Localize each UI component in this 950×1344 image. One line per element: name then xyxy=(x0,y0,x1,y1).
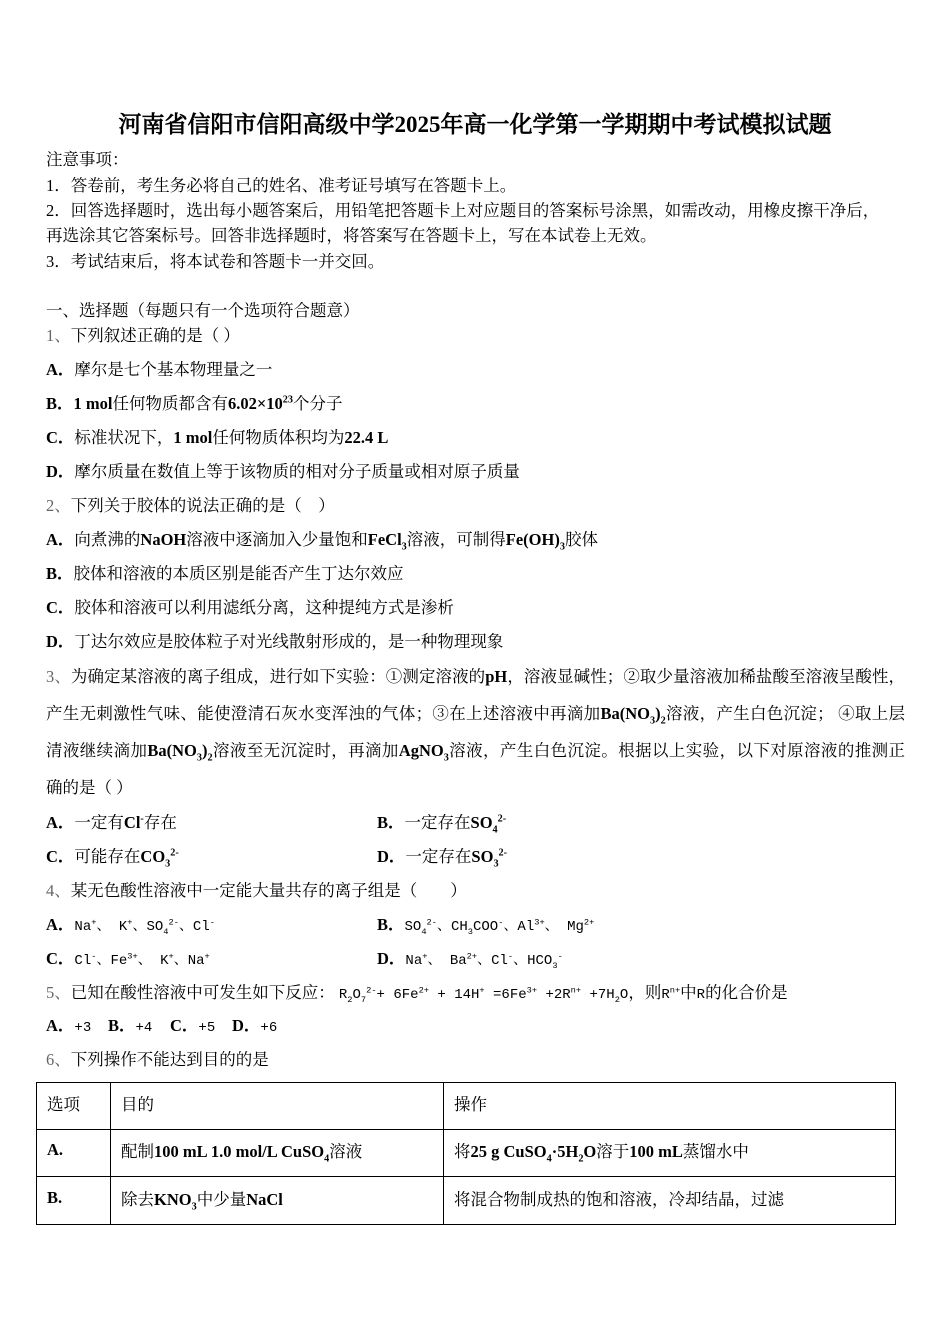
subscript: 2 xyxy=(578,1153,584,1165)
subscript: 3 xyxy=(191,1200,197,1212)
subscript: 3 xyxy=(401,541,407,553)
subscript: 3 xyxy=(196,752,202,764)
bold-text: B． xyxy=(377,813,405,832)
bold-text: A． xyxy=(46,530,75,549)
bold-text: $CO_3^{2-}$ xyxy=(140,847,179,870)
question-2-stem: 2、下列关于胶体的说法正确的是（ ） xyxy=(46,496,335,515)
superscript: - xyxy=(557,951,563,962)
subscript: 4 xyxy=(421,926,427,937)
subscript: 3 xyxy=(559,541,565,553)
question-5-stem: 5、已知在酸性溶液中可发生如下反应： $R_2O_7^{2-}+ 6Fe^{2+} + 14H^+ =6Fe^{3+} +2R^{n+} +7H_2O$，则$R^{n+}$中R的化合价是 xyxy=(46,983,788,1005)
question-number: 2、 xyxy=(46,496,71,515)
question-1-option-b: B．1 mol任何物质都含有$6.02\times 10^{23}$个分子 xyxy=(46,394,343,413)
subscript: 3 xyxy=(443,752,449,764)
table-header-operation: 操作 xyxy=(444,1083,896,1130)
question-5-option-row xyxy=(46,1014,905,1038)
superscript: 2+ xyxy=(466,951,478,962)
bold-text: FeCl$_3$ xyxy=(367,530,407,553)
superscript: n+ xyxy=(669,985,681,996)
notice-heading: 注意事项： xyxy=(46,150,129,169)
formula-text: $R^{n+}$ xyxy=(661,985,681,1003)
superscript: + xyxy=(422,951,428,962)
subscript: 2 xyxy=(660,715,666,727)
formula-text: Na+、 $Ba^{2+}$、Cl-、$HCO_3^-$ xyxy=(405,951,563,971)
formula-text: R xyxy=(696,987,706,1003)
bold-text: NaCl xyxy=(246,1189,283,1209)
superscript: + xyxy=(127,917,133,928)
bold-text: $KNO_3$ xyxy=(154,1189,197,1212)
bold-text: $Ba(NO_3)_2$ xyxy=(147,741,213,764)
question-5-option-d xyxy=(232,1014,294,1040)
question-5-option-a xyxy=(46,1014,108,1040)
question-3-option-a: A．一定有Cl-存在 xyxy=(46,813,177,832)
bold-text: pH xyxy=(485,667,508,686)
subscript: 4 xyxy=(546,1153,552,1165)
formula-text: +5 xyxy=(198,1020,216,1036)
superscript: 2- xyxy=(497,813,507,825)
formula-text: $SO_4^{2-}$、$CH_3COO^-$、$Al^{3+}$、 $Mg^{2+}$ xyxy=(404,917,595,937)
question-4-option-row-1 xyxy=(46,913,905,937)
bold-text: AgNO$_3$ xyxy=(398,741,449,764)
subscript: 4 xyxy=(163,926,169,937)
superscript: + xyxy=(91,917,97,928)
bold-text: D． xyxy=(377,949,406,968)
subscript: 2 xyxy=(614,994,620,1005)
bold-text: D． xyxy=(46,462,75,481)
bold-text: C． xyxy=(46,949,75,968)
subscript: 3 xyxy=(552,960,558,971)
question-4-option-c xyxy=(46,947,377,973)
notice-line-1: 1．答卷前，考生务必将自己的姓名、准考证号填写在答题卡上。 xyxy=(46,176,517,195)
subscript: 7 xyxy=(360,994,367,1005)
table-header-option: 选项 xyxy=(37,1083,111,1130)
bold-text: $SO_3^{2-}$ xyxy=(471,847,508,870)
superscript: 2- xyxy=(498,847,508,859)
superscript: 2- xyxy=(170,847,179,859)
question-3-stem-line-4: 确的是（ ） xyxy=(46,778,133,797)
bold-text: C． xyxy=(46,598,75,617)
table-cell-purpose: 除去$KNO_3$中少量NaCl xyxy=(111,1177,444,1225)
exam-title: 河南省信阳市信阳高级中学2025年高一化学第一学期期中考试模拟试题 xyxy=(118,112,832,137)
table-header-row xyxy=(37,1083,896,1130)
question-3-stem-line-2: 产生无刺激性气味、能使澄清石灰水变浑浊的气体；③在上述溶液中再滴加$Ba(NO_3)_2$溶液，产生白色沉淀； ④取上层 xyxy=(46,704,906,727)
question-4-stem: 4、某无色酸性溶液中一定能大量共存的离子组是（ ） xyxy=(46,881,467,900)
superscript: 3+ xyxy=(534,917,545,928)
superscript: + xyxy=(168,951,174,962)
question-4-option-d xyxy=(377,949,563,971)
question-number: 3、 xyxy=(46,667,71,686)
bold-text: 1 mol xyxy=(173,428,213,447)
table-header-purpose: 目的 xyxy=(111,1083,444,1130)
table-row xyxy=(37,1177,896,1225)
bold-text: C． xyxy=(170,1016,199,1035)
bold-text: $Fe(OH)_3$ xyxy=(505,530,565,553)
superscript: 2- xyxy=(366,985,377,996)
bold-text: $Ba(NO_3)_2$ xyxy=(600,704,666,727)
question-2-option-d: D．丁达尔效应是胶体粒子对光线散射形成的，是一种物理现象 xyxy=(46,632,504,651)
question-4-option-b xyxy=(377,915,595,937)
table-cell-option xyxy=(37,1177,111,1225)
question-number: 6、 xyxy=(46,1050,71,1069)
formula-text: +4 xyxy=(135,1020,153,1036)
question-number: 1、 xyxy=(46,326,71,345)
question-number: 5、 xyxy=(46,983,71,1002)
subscript: 3 xyxy=(649,715,656,727)
bold-text: D． xyxy=(377,847,406,866)
superscript: - xyxy=(209,917,215,928)
bold-text: 1 mol xyxy=(73,394,113,413)
subscript: 3 xyxy=(165,858,171,870)
table-cell-operation: 将混合物制成热的饱和溶液，冷却结晶，过滤 xyxy=(444,1177,896,1225)
bold-text: 100 mL 1.0 mol/L CuSO$_4$ xyxy=(154,1142,330,1165)
question-4-option-a xyxy=(46,913,377,939)
formula-text: +6 xyxy=(260,1020,278,1036)
formula-text: Na+、 K+、$SO_4^{2-}$、Cl- xyxy=(74,917,215,937)
bold-text: 22.4 L xyxy=(344,428,389,447)
question-3-option-row-2 xyxy=(46,845,905,869)
subscript: 3 xyxy=(467,926,473,937)
superscript: + xyxy=(479,985,485,996)
table-cell-operation: 将25 g $CuSO_4\cdot 5H_2O$溶于100 mL蒸馏水中 xyxy=(444,1130,896,1177)
question-3-stem-line-1: 3、为确定某溶液的离子组成，进行如下实验：①测定溶液的pH，溶液显碱性；②取少量溶液加稀盐酸至溶液呈酸性， xyxy=(46,667,906,686)
bold-text: 100 mL xyxy=(629,1142,683,1161)
question-3-option-row-1 xyxy=(46,811,905,835)
bold-text: B. xyxy=(47,1187,63,1207)
bold-text: A． xyxy=(46,1016,75,1035)
section-title: 一、选择题（每题只有一个选项符合题意） xyxy=(46,301,360,320)
question-1-option-d: D．摩尔质量在数值上等于该物质的相对分子质量或相对原子质量 xyxy=(46,462,520,481)
notice-line-2-continued: 再选涂其它答案标号。回答非选择题时，将答案写在答题卡上，写在本试卷上无效。 xyxy=(46,226,657,245)
bold-text: A． xyxy=(46,360,75,379)
question-1-stem: 1、下列叙述正确的是（ ） xyxy=(46,326,240,345)
superscript: - xyxy=(498,917,504,928)
superscript: - xyxy=(140,813,144,825)
question-1-option-a: A．摩尔是七个基本物理量之一 xyxy=(46,360,273,379)
bold-text: B． xyxy=(46,564,74,583)
operations-table xyxy=(36,1082,896,1225)
notice-line-3: 3．考试结束后，将本试卷和答题卡一并交回。 xyxy=(46,252,385,271)
superscript: 23 xyxy=(282,394,293,406)
bold-text: $SO_4^{2-}$ xyxy=(470,813,507,836)
subscript: 4 xyxy=(492,824,498,836)
table-cell-option xyxy=(37,1130,111,1177)
superscript: 2+ xyxy=(583,917,595,928)
bold-text: B． xyxy=(46,394,74,413)
question-3-option-c: C．可能存在$CO_3^{2-}$ xyxy=(46,847,179,870)
bold-text: A. xyxy=(47,1140,64,1159)
superscript: 3+ xyxy=(127,951,138,962)
question-6-stem: 6、下列操作不能达到目的的是 xyxy=(46,1050,269,1069)
question-2-option-a: A．向煮沸的NaOH溶液中逐滴加入少量饱和FeCl$_3$溶液，可制得$Fe(OH)_3$胶体 xyxy=(46,530,598,553)
superscript: 2- xyxy=(426,917,437,928)
formula-text: $R_2O_7^{2-}+ 6Fe^{2+} + 14H^+ =6Fe^{3+} +2R^{n+} +7H_2O$ xyxy=(338,985,629,1005)
subscript: 3 xyxy=(493,858,499,870)
table-cell-purpose: 配制100 mL 1.0 mol/L CuSO$_4$溶液 xyxy=(111,1130,444,1177)
question-2-option-b: B．胶体和溶液的本质区别是能否产生丁达尔效应 xyxy=(46,564,404,583)
table-row xyxy=(37,1130,896,1177)
superscript: n+ xyxy=(570,985,582,996)
subscript: 4 xyxy=(324,1153,330,1165)
superscript: 3+ xyxy=(526,985,538,996)
bold-text: A． xyxy=(46,915,75,934)
bold-text: Cl- xyxy=(123,813,144,832)
bold-text: B． xyxy=(377,915,405,934)
question-5-option-c xyxy=(170,1014,232,1040)
question-3-stem-line-3: 清液继续滴加$Ba(NO_3)_2$溶液至无沉淀时，再滴加AgNO$_3$溶液，产生白色沉淀。根据以上实验，以下对原溶液的推测正 xyxy=(46,741,906,764)
subscript: 2 xyxy=(207,752,213,764)
question-3-option-d: D．一定存在$SO_3^{2-}$ xyxy=(377,847,508,870)
superscript: - xyxy=(91,951,97,962)
question-1-option-c: C．标准状况下，1 mol任何物质体积均为22.4 L xyxy=(46,428,389,447)
bold-text: C． xyxy=(46,428,75,447)
formula-text: +3 xyxy=(74,1020,92,1036)
superscript: 2- xyxy=(168,917,179,928)
bold-text: D． xyxy=(46,632,75,651)
bold-text: C． xyxy=(46,847,75,866)
question-2-option-c: C．胶体和溶液可以利用滤纸分离，这种提纯方式是渗析 xyxy=(46,598,454,617)
superscript: - xyxy=(507,951,514,962)
superscript: 2+ xyxy=(418,985,429,996)
bold-text: A． xyxy=(46,813,75,832)
question-number: 4、 xyxy=(46,881,71,900)
question-5-option-b xyxy=(108,1014,170,1040)
notice-line-2: 2．回答选择题时，选出每小题答案后，用铅笔把答题卡上对应题目的答案标号涂黑，如需改动，用橡皮擦干净后， xyxy=(46,201,880,220)
question-4-option-row-2 xyxy=(46,947,905,971)
subscript: 2 xyxy=(347,994,353,1005)
bold-text: D． xyxy=(232,1016,261,1035)
superscript: + xyxy=(204,951,210,962)
question-3-option-b: B．一定存在$SO_4^{2-}$ xyxy=(377,813,507,836)
bold-text: B． xyxy=(108,1016,136,1035)
bold-text: 25 g $CuSO_4\cdot 5H_2O$ xyxy=(470,1142,597,1165)
bold-text: NaOH xyxy=(140,530,187,549)
formula-text: Cl-、$Fe^{3+}$、 K+、Na+ xyxy=(74,951,210,969)
bold-text: $6.02\times 10^{23}$ xyxy=(227,394,293,413)
